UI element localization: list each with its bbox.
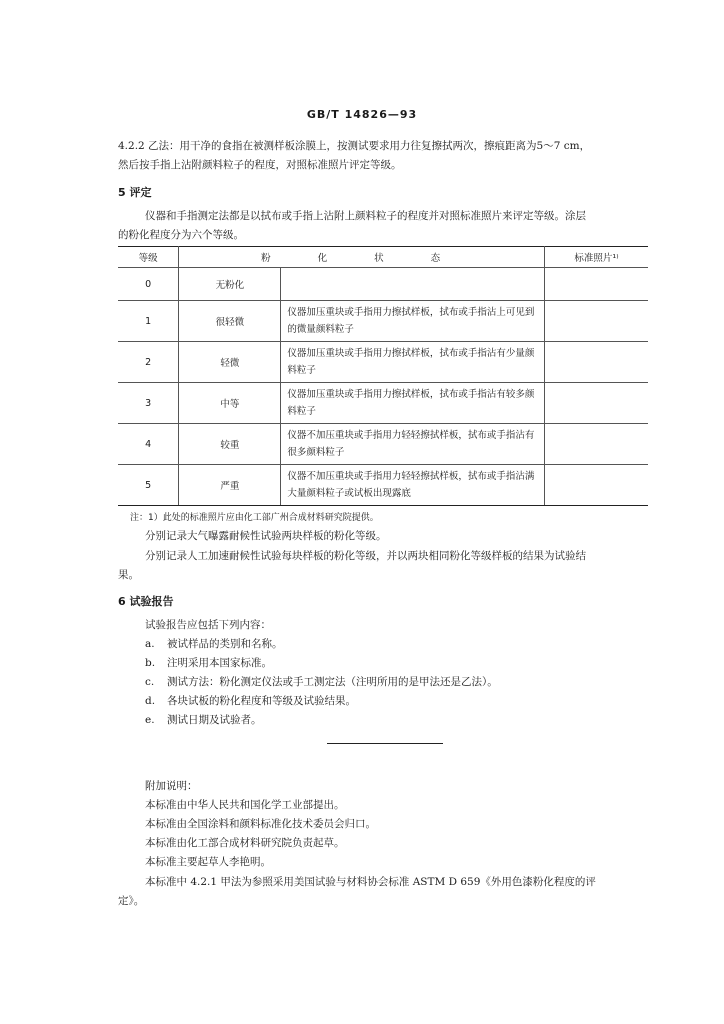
- table-row: [118, 268, 648, 301]
- section-6-intro: 试验报告应包括下列内容：: [145, 619, 271, 631]
- section-4-2-2-line1: 4.2.2 乙法：用干净的食指在被测样板涂膜上，按测试要求用力往复擦拭两次，擦痕距离为5～7 cm，: [118, 140, 591, 152]
- appendix-line: 本标准由化工部合成材料研究院负责起草。: [145, 837, 345, 849]
- section-5-intro-line2: 的粉化程度分为六个等级。: [118, 229, 244, 241]
- list-marker: c.: [145, 676, 155, 688]
- level-cell: 中等: [179, 383, 281, 424]
- level-cell: 较重: [179, 424, 281, 465]
- desc-cell: 仪器加压重块或手指用力擦拭样板，拭布或手指沾有少量颜料粒子: [281, 342, 545, 383]
- list-marker: b.: [145, 657, 156, 669]
- list-item: [145, 693, 356, 708]
- list-item: [145, 655, 272, 670]
- table-row: [118, 342, 648, 383]
- list-text: 测试方法：粉化测定仪法或手工测定法（注明所用的是甲法还是乙法）。: [167, 676, 498, 688]
- desc-cell: 仪器加压重块或手指用力擦拭样板，拭布或手指沾有较多颜料粒子: [281, 383, 545, 424]
- appendix-last-line2: 定》。: [118, 895, 145, 907]
- desc-cell: 仪器不加压重块或手指用力轻轻擦拭样板，拭布或手指沾满大量颜料粒子或试板出现露底: [281, 465, 545, 506]
- list-text: 注明采用本国家标准。: [167, 657, 272, 669]
- photo-cell: [544, 465, 648, 506]
- section-divider: [327, 743, 443, 744]
- grade-cell: 2: [118, 342, 179, 383]
- list-text: 测试日期及试验者。: [167, 714, 262, 726]
- appendix-last-line1: 本标准中 4.2.1 甲法为参照采用美国试验与材料协会标准 ASTM D 659《外用色漆粉化程度的评: [145, 876, 596, 888]
- page-header: GB/T 14826—93: [306, 108, 418, 121]
- section-5-intro-line1: 仪器和手指测定法都是以拭布或手指上沾附上颜料粒子的程度并对照标准照片来评定等级。涂层: [145, 210, 586, 222]
- grade-cell: 0: [118, 268, 179, 301]
- record-outdoor-line: 分别记录大气曝露耐候性试验两块样板的粉化等级。: [145, 530, 387, 542]
- grade-cell: 3: [118, 383, 179, 424]
- section-4-2-2-line2: 然后按手指上沾附颜料粒子的程度，对照标准照片评定等级。: [118, 159, 402, 171]
- photo-cell: [544, 342, 648, 383]
- list-item: [145, 712, 262, 727]
- chalking-grade-table: [118, 246, 648, 506]
- desc-cell: 仪器加压重块或手指用力擦拭样板，拭布或手指沾上可见到的微量颜料粒子: [281, 301, 545, 342]
- photo-cell: [544, 301, 648, 342]
- table-row: [118, 301, 648, 342]
- table-header-photo: 标准照片¹⁾: [544, 247, 648, 268]
- appendix-line: 本标准主要起草人李艳明。: [145, 856, 271, 868]
- photo-cell: [544, 268, 648, 301]
- desc-cell: 仪器不加压重块或手指用力轻轻擦拭样板，拭布或手指沾有很多颜料粒子: [281, 424, 545, 465]
- grade-cell: 5: [118, 465, 179, 506]
- record-artificial-line2: 果。: [118, 569, 139, 581]
- level-cell: 严重: [179, 465, 281, 506]
- appendix-title: 附加说明：: [145, 780, 198, 792]
- list-item: [145, 674, 498, 689]
- level-cell: 很轻微: [179, 301, 281, 342]
- photo-cell: [544, 383, 648, 424]
- list-text: 被试样品的类别和名称。: [167, 638, 283, 650]
- list-marker: d.: [145, 695, 156, 707]
- level-cell: 轻微: [179, 342, 281, 383]
- list-marker: e.: [145, 714, 155, 726]
- list-marker: a.: [145, 638, 155, 650]
- section-5-heading: 5 评定: [118, 186, 152, 199]
- table-row: [118, 465, 648, 506]
- table-header-state: 粉 化 状 态: [179, 247, 545, 268]
- table-footnote: 注：1）此处的标准照片应由化工部广州合成材料研究院提供。: [130, 513, 379, 523]
- grade-cell: 1: [118, 301, 179, 342]
- section-6-heading: 6 试验报告: [118, 595, 174, 608]
- list-item: [145, 636, 283, 651]
- grade-cell: 4: [118, 424, 179, 465]
- table-header-grade: 等级: [118, 247, 179, 268]
- table-row: [118, 424, 648, 465]
- list-text: 各块试板的粉化程度和等级及试验结果。: [167, 695, 356, 707]
- appendix-line: 本标准由全国涂料和颜料标准化技术委员会归口。: [145, 818, 376, 830]
- level-cell: 无粉化: [179, 268, 281, 301]
- desc-cell: [281, 268, 545, 301]
- appendix-line: 本标准由中华人民共和国化学工业部提出。: [145, 799, 345, 811]
- photo-cell: [544, 424, 648, 465]
- record-artificial-line1: 分别记录人工加速耐候性试验每块样板的粉化等级，并以两块相同粉化等级样板的结果为试验结: [145, 550, 586, 562]
- table-row: [118, 383, 648, 424]
